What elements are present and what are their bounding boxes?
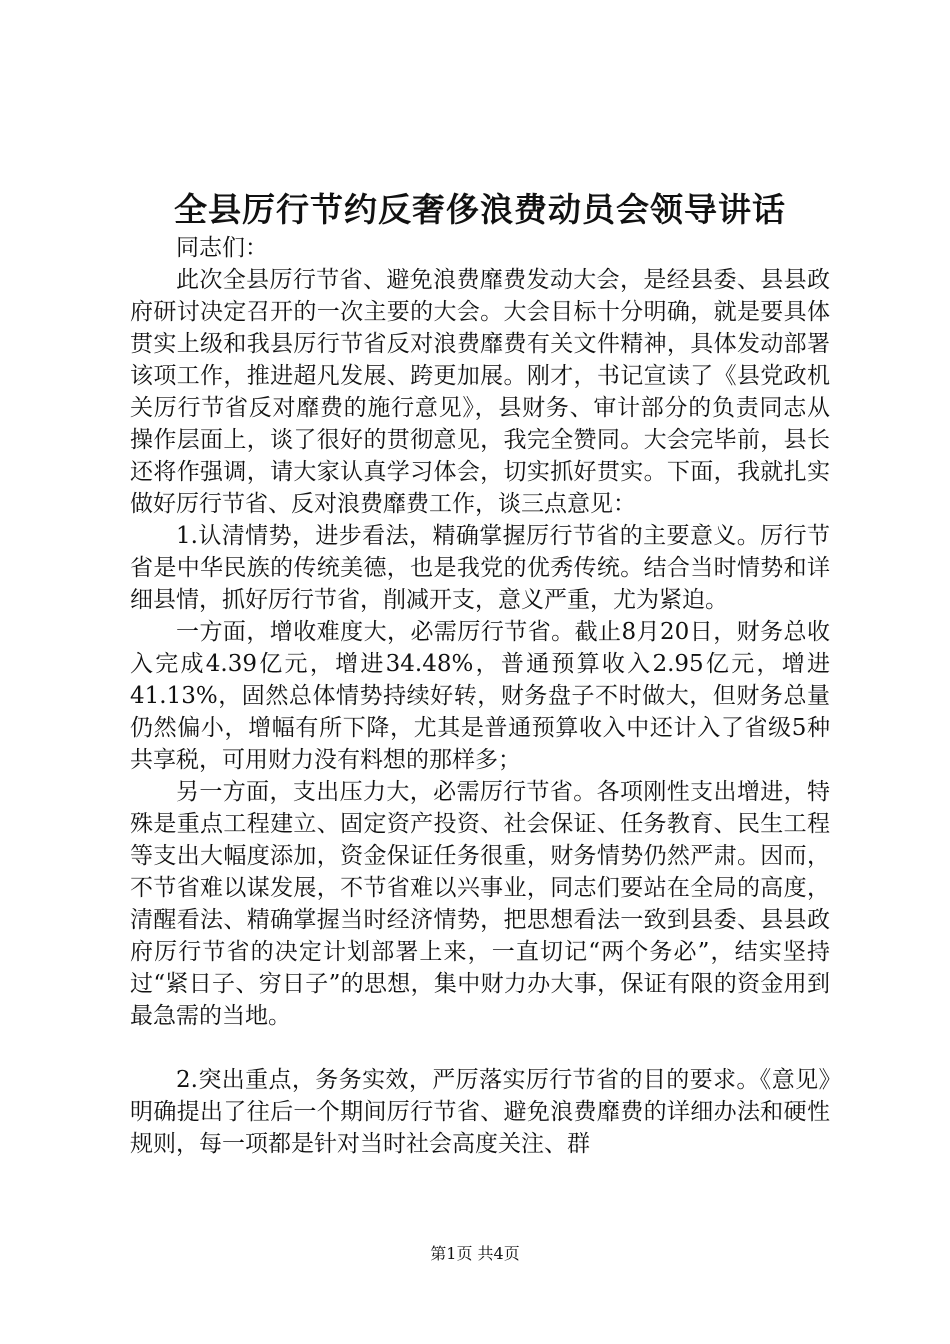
salutation: 同志们： <box>176 235 268 261</box>
page-number: 第1页 共4页 <box>430 1244 520 1263</box>
paragraph-point-2: 2.突出重点，务务实效，严厉落实厉行节省的目的要求。《意见》明确提出了往后一个期间厉行节省、避免浪费靡费的详细办法和硬性规则，每一项都是针对当时社会高度关注、群 <box>130 1067 830 1157</box>
paragraph-point-1: 1.认清情势，进步看法，精确掌握厉行节省的主要意义。厉行节省是中华民族的传统美德，也是我党的优秀传统。结合当时情势和详细县情，抓好厉行节省，削减开支，意义严重，尤为紧迫。 <box>130 523 830 613</box>
document-body <box>130 232 830 1160</box>
paragraph-expense-pressure: 另一方面，支出压力大，必需厉行节省。各项刚性支出增进，特殊是重点工程建立、固定资产投资、社会保证、任务教育、民生工程等支出大幅度添加，资金保证任务很重，财务情势仍然严肃。因而，不节省难以谋发展，不节省难以兴事业，同志们要站在全局的高度，清醒看法、精确掌握当时经济情势，把思想看法一致到县委、县县政府厉行节省的决定计划部署上来，一直切记“两个务必”，结实坚持过“紧日子、穷日子”的思想，集中财力办大事，保证有限的资金用到最急需的当地。 <box>130 779 830 1029</box>
paragraph-intro: 此次全县厉行节省、避免浪费靡费发动大会，是经县委、县县政府研讨决定召开的一次主要的大会。大会目标十分明确，就是要具体贯实上级和我县厉行节省反对浪费靡费有关文件精神，具体发动部署该项工作，推进超凡发展、跨更加展。刚才，书记宣读了《县党政机关厉行节省反对靡费的施行意见》，县财务、审计部分的负责同志从操作层面上，谈了很好的贯彻意见，我完全赞同。大会完毕前，县长还将作强调，请大家认真学习体会，切实抓好贯实。下面，我就扎实做好厉行节省、反对浪费靡费工作，谈三点意见： <box>130 267 830 517</box>
document-title: 全县厉行节约反奢侈浪费动员会领导讲话 <box>174 190 786 229</box>
paragraph-income-pressure: 一方面，增收难度大，必需厉行节省。截止8月20日，财务总收入完成4.39亿元，增进34.48%，普通预算收入2.95亿元，增进41.13%，固然总体情势持续好转，财务盘子不时做大，但财务总量仍然偏小，增幅有所下降，尤其是普通预算收入中还计入了省级5种共享税，可用财力没有料想的那样多； <box>130 619 830 773</box>
